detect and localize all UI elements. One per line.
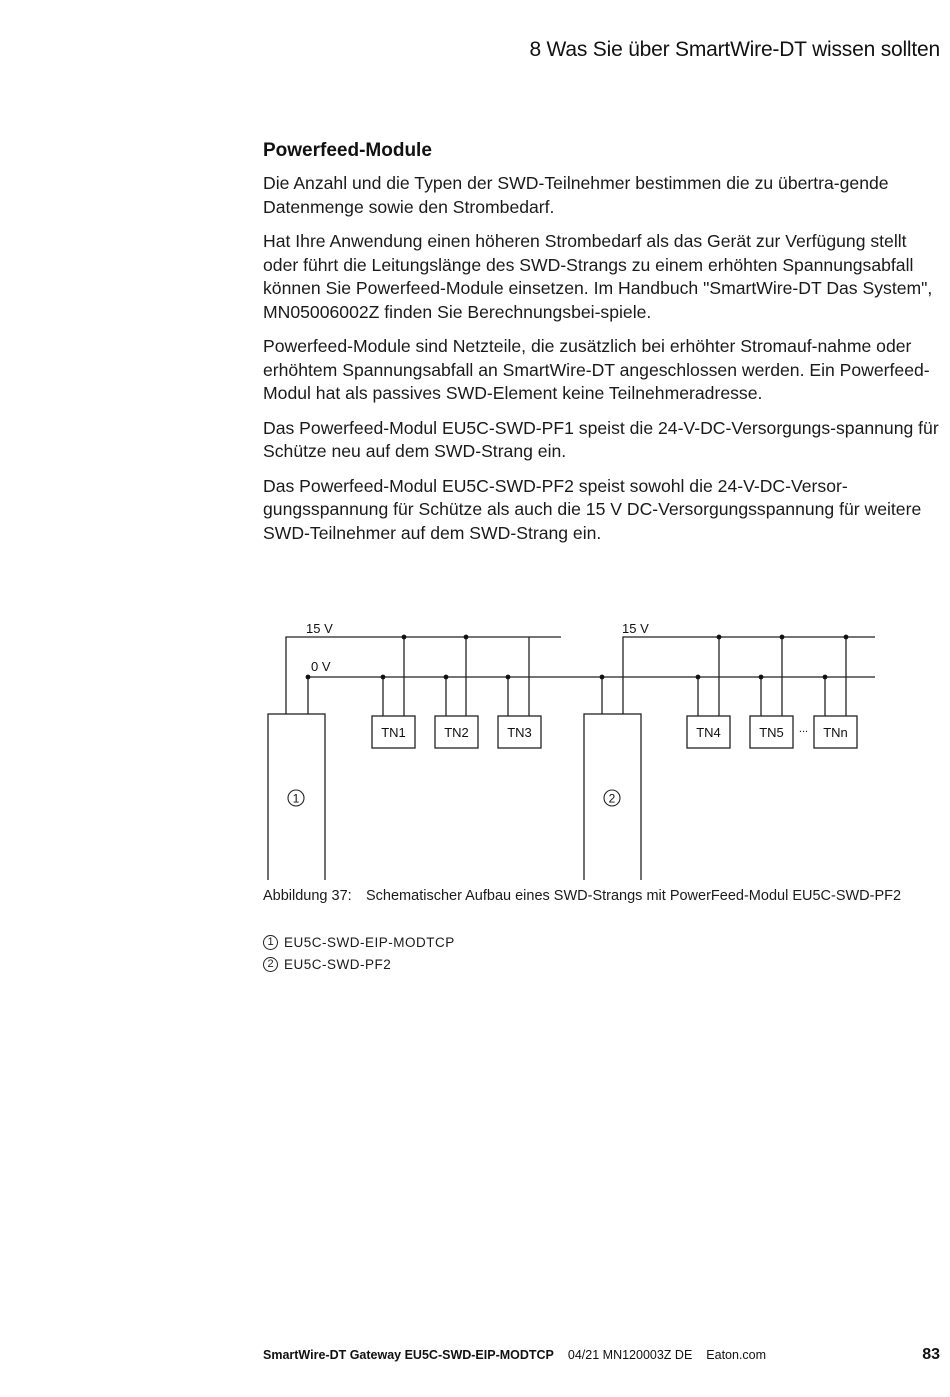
running-header: 8 Was Sie über SmartWire-DT wissen sollten: [529, 38, 940, 61]
label-15v-right: 15 V: [622, 621, 649, 636]
rail-15v-left: [286, 637, 561, 714]
footer-site: Eaton.com: [706, 1348, 767, 1362]
label-15v-left: 15 V: [306, 621, 333, 636]
module-2-marker: 2: [608, 791, 616, 806]
footer-doc-id: 04/21 MN120003Z DE: [567, 1348, 693, 1362]
node-tn5: TN5: [759, 725, 784, 740]
legend-text: EU5C-SWD-PF2: [284, 956, 392, 972]
legend-item: [263, 953, 455, 975]
legend-item: [263, 931, 455, 953]
paragraph-4: Das Powerfeed-Modul EU5C-SWD-PF1 speist die 24-V-DC-Versorgungs-spannung für Schütze neu auf dem SWD-Strang ein.: [263, 417, 939, 461]
swd-wiring-diagram: [258, 615, 878, 880]
paragraph-1: Die Anzahl und die Typen der SWD-Teilnehmer bestimmen die zu übertra-gende Datenmenge sowie den Strombedarf.: [263, 173, 889, 217]
footer-title: SmartWire-DT Gateway EU5C-SWD-EIP-MODTCP: [263, 1348, 554, 1362]
page-number: 83: [922, 1346, 940, 1363]
node-tn1: TN1: [381, 725, 406, 740]
page-footer: [263, 1346, 940, 1364]
node-ellipsis: ...: [798, 723, 809, 735]
rail-15v-right: [623, 637, 875, 714]
label-0v: 0 V: [311, 659, 331, 674]
paragraph-3: Powerfeed-Module sind Netzteile, die zusätzlich bei erhöhter Stromauf-nahme oder erhöhtem Spannungsabfall an SmartWire-DT angeschlossen werden. Ein Powerfeed-Modul hat als passives SWD-Element keine Teilnehmeradresse.: [263, 336, 930, 403]
node-tn4: TN4: [696, 725, 721, 740]
node-tn3: TN3: [507, 725, 532, 740]
figure-caption-text: Schematischer Aufbau eines SWD-Strangs mit PowerFeed-Modul EU5C-SWD-PF2: [366, 888, 902, 904]
figure-caption: [263, 887, 903, 906]
rail-0v: [308, 677, 875, 714]
paragraph-5: Das Powerfeed-Modul EU5C-SWD-PF2 speist sowohl die 24-V-DC-Versor-gungsspannung für Schütze als auch die 15 V DC-Versorgungsspannung für weitere SWD-Teilnehmer auf dem SWD-Strang ein.: [263, 475, 922, 543]
paragraph-2: Hat Ihre Anwendung einen höheren Strombedarf als das Gerät zur Verfügung stellt oder führt die Leitungslänge des SWD-Strangs zu einem erhöhten Spannungsabfall können Sie Powerfeed-Module einsetzen. Im Handbuch "SmartWire-DT Das System", MN05006002Z finden Sie Berechnungsbei-spiele.: [263, 231, 933, 322]
legend-text: EU5C-SWD-EIP-MODTCP: [284, 934, 455, 950]
main-content: [263, 140, 943, 556]
figure-legend: [263, 931, 455, 975]
node-tnn: TNn: [823, 725, 848, 740]
node-tn2: TN2: [444, 725, 469, 740]
figure-label: Abbildung 37:: [263, 888, 352, 904]
legend-marker: 2: [263, 957, 278, 972]
module-1-marker: 1: [292, 791, 300, 806]
section-title: Powerfeed-Module: [263, 140, 432, 161]
legend-marker: 1: [263, 935, 278, 950]
